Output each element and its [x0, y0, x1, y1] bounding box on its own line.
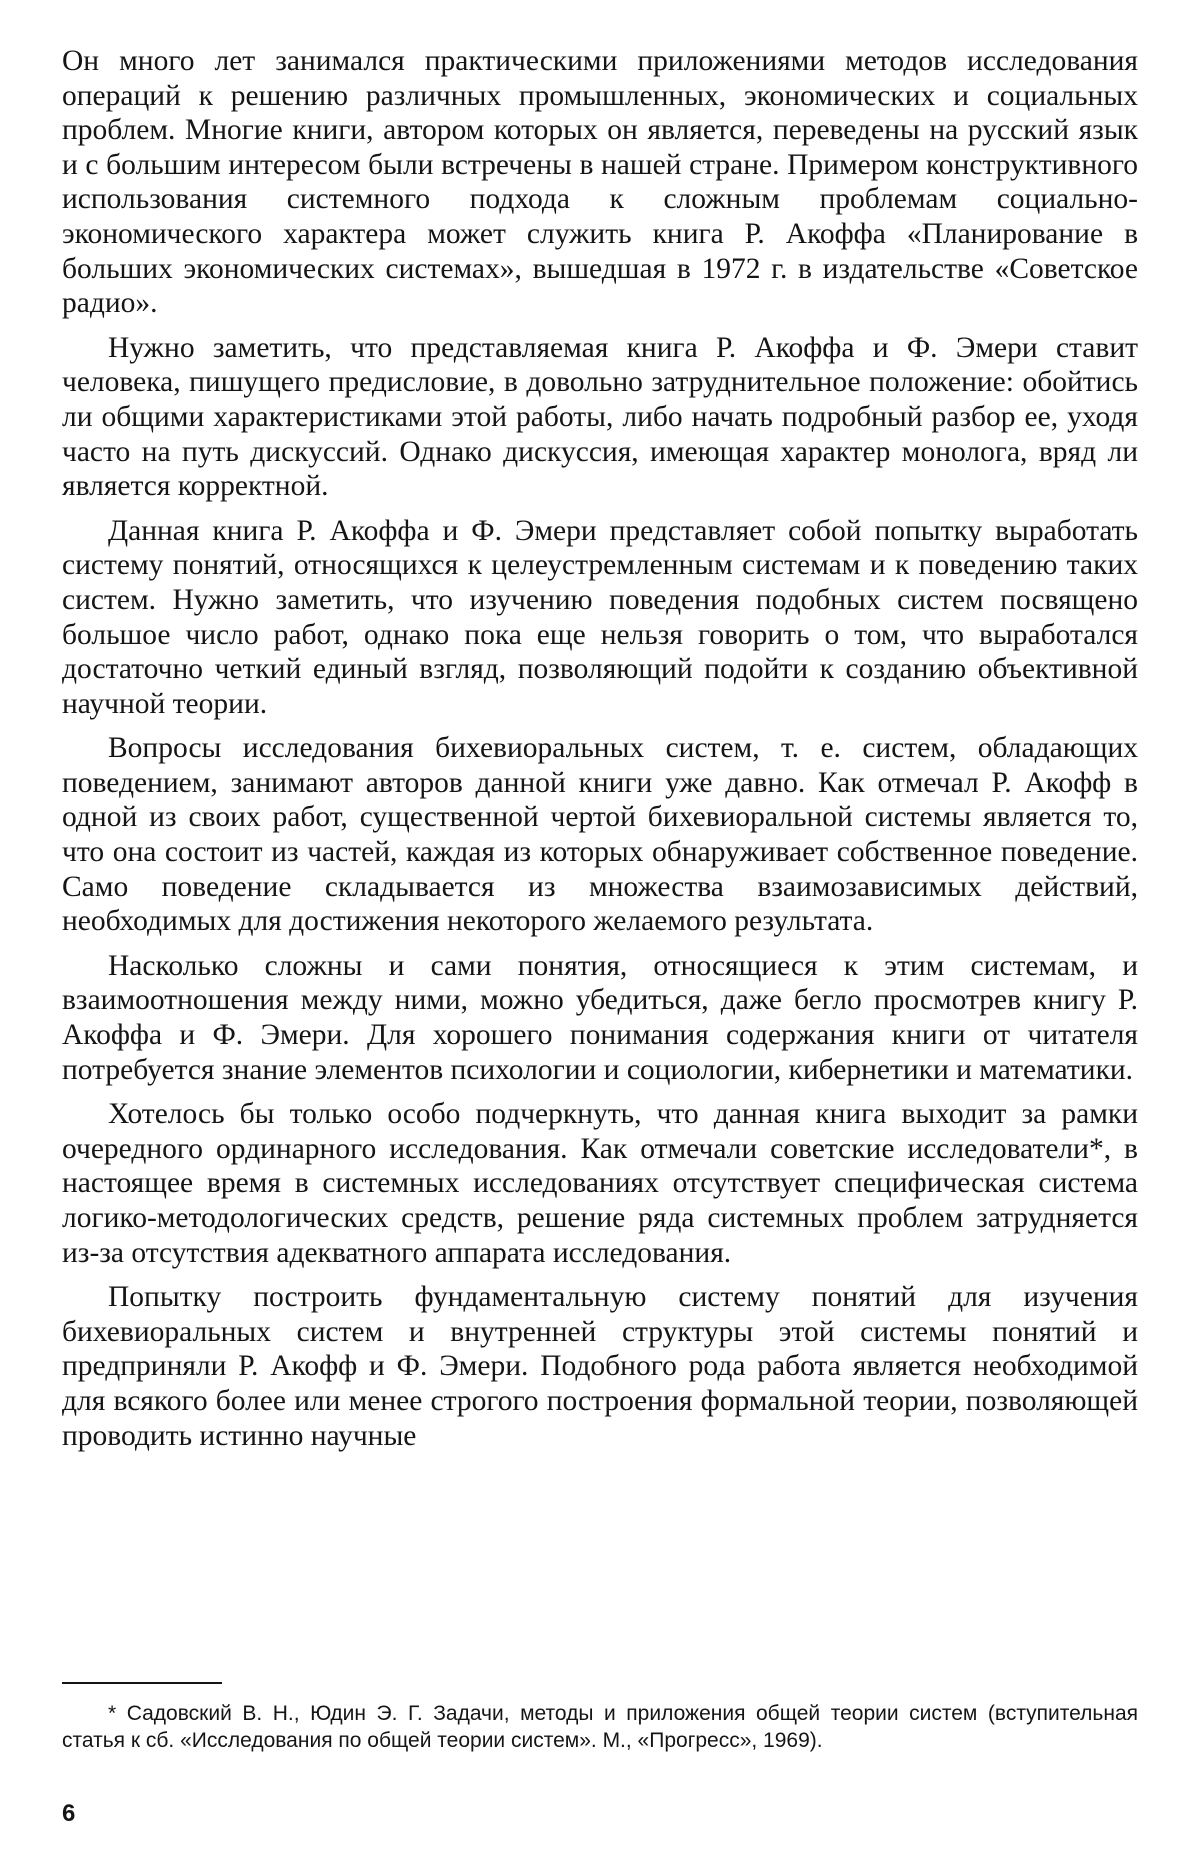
page-number: 6: [62, 1800, 75, 1828]
paragraph-1: Он много лет занимался практическими приложениями методов исследования операций к решению различных промышленных, экономических и социальных проблем. Многие книги, автором которых он является, переведены на русский язык и с большим интересом были встречены в нашей стране. Примером конструктивного использования системного подхода к сложным проблемам социально-экономического характера может служить книга Р. Акоффа «Планирование в больших экономических системах», вышедшая в 1972 г. в издательстве «Советское радио».: [62, 44, 1138, 321]
paragraph-3: Данная книга Р. Акоффа и Ф. Эмери представляет собой попытку выработать систему понятий, относящихся к целеустремленным системам и к поведению таких систем. Нужно заметить, что изучению поведения подобных систем посвящено большое число работ, однако пока еще нельзя говорить о том, что выработался достаточно четкий единый взгляд, позволяющий подойти к созданию объективной научной теории.: [62, 514, 1138, 722]
footnote: * Садовский В. Н., Юдин Э. Г. Задачи, методы и приложения общей теории систем (вступительная статья к сб. «Исследования по общей теории систем». М., «Прогресс», 1969).: [62, 1700, 1138, 1754]
paragraph-6: Хотелось бы только особо подчеркнуть, что данная книга выходит за рамки очередного ординарного исследования. Как отмечали советские исследователи*, в настоящее время в системных исследованиях отсутствует специфическая система логико-методологических средств, решение ряда системных проблем затрудняется из-за отсутствия адекватного аппарата исследования.: [62, 1097, 1138, 1270]
paragraph-7: Попытку построить фундаментальную систему понятий для изучения бихевиоральных систем и внутренней структуры этой системы понятий и предприняли Р. Акофф и Ф. Эмери. Подобного рода работа является необходимой для всякого более или менее строгого построения формальной теории, позволяющей проводить истинно научные: [62, 1280, 1138, 1453]
paragraph-2: Нужно заметить, что представляемая книга Р. Акоффа и Ф. Эмери ставит человека, пишущего предисловие, в довольно затруднительное положение: обойтись ли общими характеристиками этой работы, либо начать подробный разбор ее, уходя часто на путь дискуссий. Однако дискуссия, имеющая характер монолога, вряд ли является корректной.: [62, 331, 1138, 504]
footnote-divider: [62, 1682, 222, 1684]
paragraph-4: Вопросы исследования бихевиоральных систем, т. е. систем, обладающих поведением, занимают авторов данной книги уже давно. Как отмечал Р. Акофф в одной из своих работ, существенной чертой бихевиоральной системы является то, что она состоит из частей, каждая из которых обнаруживает собственное поведение. Само поведение складывается из множества взаимозависимых действий, необходимых для достижения некоторого желаемого результата.: [62, 731, 1138, 939]
paragraph-5: Насколько сложны и сами понятия, относящиеся к этим системам, и взаимоотношения между ними, можно убедиться, даже бегло просмотрев книгу Р. Акоффа и Ф. Эмери. Для хорошего понимания содержания книги от читателя потребуется знание элементов психологии и социологии, кибернетики и математики.: [62, 949, 1138, 1087]
main-text: [62, 44, 1138, 1453]
page-body: [62, 44, 1138, 1463]
